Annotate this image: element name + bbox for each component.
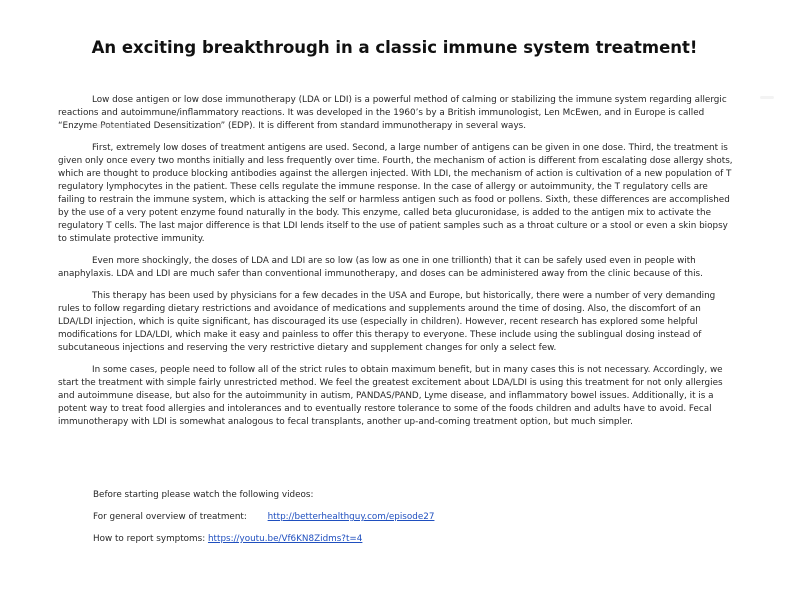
overview-row bbox=[93, 511, 733, 524]
document-body bbox=[58, 94, 734, 438]
paragraph-differences: First, extremely low doses of treatment antigens are used. Second, a large number of antigens can be given in one dose. Third, the treatment is given only once every two months initially and less frequently over time. Fourth, the mechanism of action is different from escalating dose allergy shots, which are thought to produce blocking antibodies against the allergen injected. With LDI, the mechanism of action is cultivation of a new population of T regulatory lymphocytes in the patient. These cells regulate the immune response. In the case of allergy or autoimmunity, the T regulatory cells are failing to restrain the immune system, which is attacking the self or harmless antigen such as food or pollens. Sixth, these differences are accomplished by the use of a very potent enzyme found naturally in the body. This enzyme, called beta glucuronidase, is added to the antigen mix to activate the regulatory T cells. The last major difference is that LDI lends itself to the use of patient samples such as a throat culture or a stool or even a skin biopsy to stimulate protective immunity. bbox=[58, 143, 733, 244]
symptoms-row bbox=[93, 533, 733, 546]
symptoms-label: How to report symptoms: bbox=[93, 534, 206, 544]
paragraph-introduction: Low dose antigen or low dose immunotherapy (LDA or LDI) is a powerful method of calming or stabilizing the immune system regarding allergic reactions and autoimmune/inflammatory reactions. It was developed in the 1960’s by a British immunologist, Len McEwen, and in Europe is called “Enzyme Potentiated Desensitization” (EDP). It is different from standard immunotherapy in several ways. bbox=[58, 95, 727, 131]
scan-smudge bbox=[760, 96, 774, 99]
paragraph-safety: Even more shockingly, the doses of LDA and LDI are so low (as low as one in one trillionth) that it can be safely used even in people with anaphylaxis. LDA and LDI are much safer than conventional immunotherapy, and doses can be administered away from the clinic because of this. bbox=[58, 256, 703, 279]
overview-label: For general overview of treatment: bbox=[93, 512, 247, 522]
document-title: An exciting breakthrough in a classic immune system treatment! bbox=[91, 38, 698, 57]
videos-intro: Before starting please watch the following videos: bbox=[93, 490, 314, 500]
paragraph-applications: In some cases, people need to follow all of the strict rules to obtain maximum benefit, but in many cases this is not necessary. Accordingly, we start the treatment with simple fairly unrestricted method. We feel the greatest excitement about LDA/LDI is using this treatment for not only allergies and autoimmune disease, but also for the autoimmunity in autism, PANDAS/PAND, Lyme disease, and inflammatory bowel issues. Additionally, it is a potent way to treat food allergies and intolerances and to eventually restore tolerance to some of the foods children and adults have to avoid. Fecal immunotherapy with LDI is somewhat analogous to fecal transplants, another up-and-coming treatment option, but much simpler. bbox=[58, 365, 723, 427]
scan-smudge bbox=[95, 124, 135, 128]
symptoms-video-link[interactable]: https://youtu.be/Vf6KN8Zidms?t=4 bbox=[207, 534, 363, 544]
video-links-section bbox=[93, 489, 733, 555]
paragraph-history: This therapy has been used by physicians for a few decades in the USA and Europe, but historically, there were a number of very demanding rules to follow regarding dietary restrictions and avoidance of medications and supplements around the time of dosing. Also, the discomfort of an LDA/LDI injection, which is quite significant, has discouraged its use (especially in children). However, recent research has explored some helpful modifications for LDA/LDI, which make it easy and painless to offer this therapy to everyone. These include using the sublingual dosing instead of subcutaneous injections and reserving the very restrictive dietary and supplement changes for only a select few. bbox=[58, 291, 716, 353]
overview-video-link[interactable]: http://betterhealthguy.com/episode27 bbox=[267, 512, 435, 522]
